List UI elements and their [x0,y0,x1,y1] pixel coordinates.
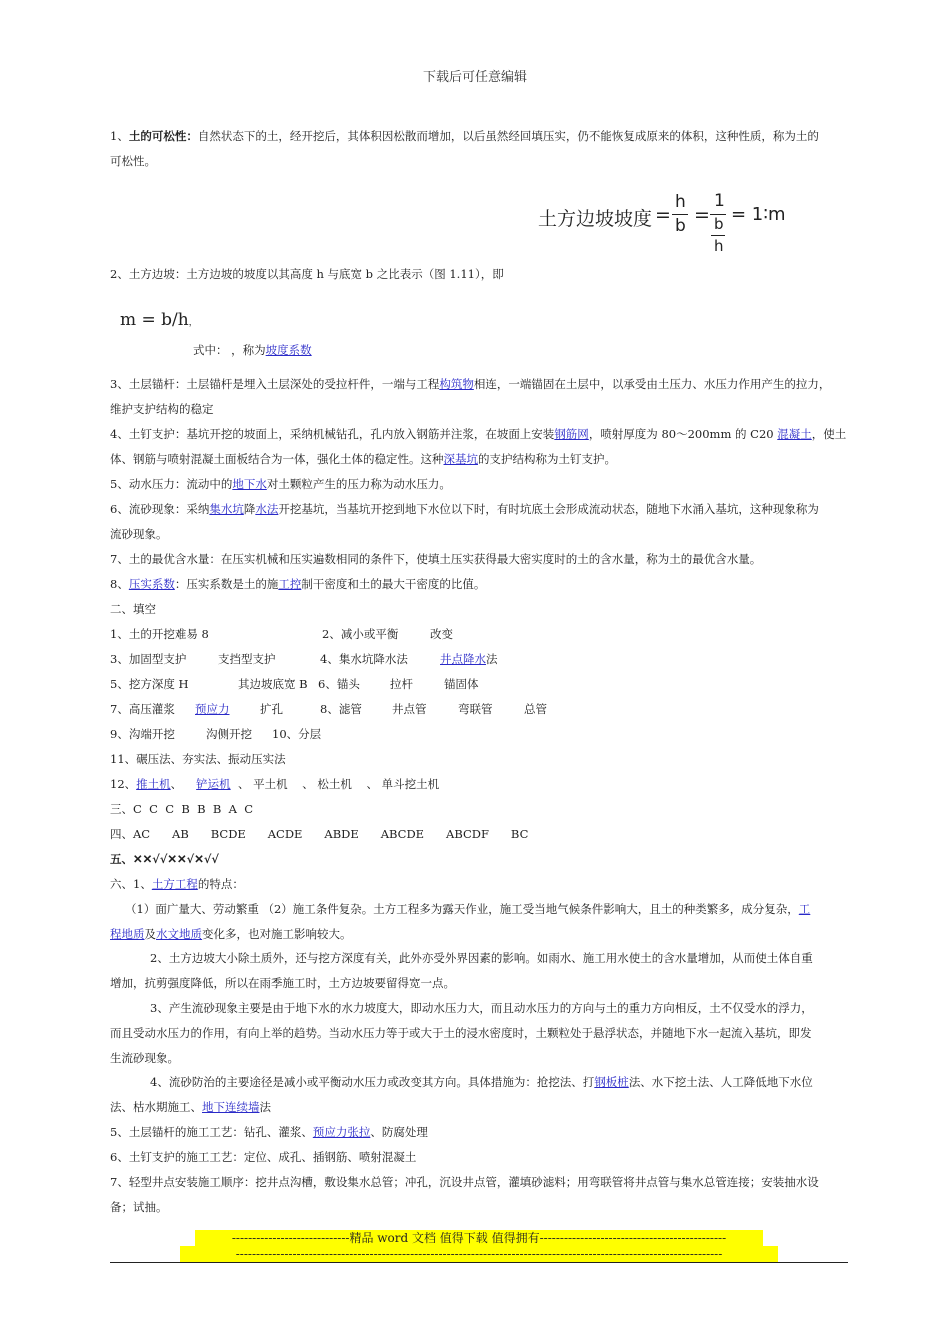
fill-row-5 [110,672,855,697]
item-3-line2: 维护支护结构的稳定 [110,402,214,416]
concrete-link[interactable]: 混凝土 [777,427,812,441]
answer-4: 4、集水坑降水法 [320,652,408,666]
item-1 [110,124,855,149]
six-para-3: 3、产生流砂现象主要是由于地下水的水力坡度大，即动水压力大，而且动水压力的方向与土的重力方向相反，土不仅受水的浮力， [150,1001,813,1015]
answer-3b: 支挡型支护 [218,652,276,666]
answer-5b: 其边坡底宽 B [238,677,308,691]
item-8-text-2: ：压实系数是土的施 [174,577,279,591]
answer-10: 10、分层 [272,727,322,741]
six-para-7-line2: 备；试抽。 [110,1200,168,1214]
item-6-text-2: 降 [243,502,256,516]
formula-inner-h: h [714,237,724,255]
item-4-text-3: ，使土 [811,427,847,441]
answer-1: 1、土的开挖难易 8 [110,627,209,641]
item-5-text-2: 对土颗粒产生的压力称为动水压力。 [266,477,451,491]
item-3-text: 3、土层锚杆：土层锚杆是埋入土层深处的受拉杆件，一端与工程 [110,377,440,391]
answer-12-rest: 、 平土机 、 松土机 、 单斗挖土机 [230,777,440,791]
six-para-4-line2 [110,1095,855,1120]
answer-9a: 9、沟端开挖 [110,727,175,741]
six-para-5-end: 、防腐处理 [370,1125,428,1139]
answer-8a: 8、滤管 [320,702,362,716]
six-para-1-and: 及 [144,927,156,941]
answer-7c: 扩孔 [260,702,283,716]
fill-row-11: 11、碾压法、夯实法、振动压实法 [110,752,286,766]
slope-formula [538,190,788,265]
deep-pit-link[interactable]: 深基坑 [443,452,478,466]
bulldozer-link[interactable]: 推土机 [136,777,171,791]
formula-tail: = 1∶m [731,204,786,225]
formula-equals-2: = [694,204,710,226]
item-4-text-2: ，喷射厚度为 80～200mm 的 C20 [588,427,778,441]
answer-4b: 法 [486,652,498,666]
six-para-4-text-2: 法、水下挖土法、人工降低地下水位 [628,1075,813,1089]
item-8-text-3: 制干密度和土的最大干密度的比值。 [301,577,486,591]
six-para-1-text: （1）面广量大、劳动繁重 （2）施工条件复杂。土方工程多为露天作业，施工受当地气候条件影响大，且土的种类繁多，成分复杂， [125,902,799,916]
six-para-4-text: 4、流砂防治的主要途径是减小或平衡动水压力或改变其方向。具体措施为：抢挖法、打 [150,1075,595,1089]
answer-3a: 3、加固型支护 [110,652,187,666]
answer-9b: 沟侧开挖 [206,727,252,741]
formula-inner-b: b [714,215,724,233]
answer-5a: 5、挖方深度 H [110,677,189,691]
six-para-1 [125,897,855,922]
six-para-2-line2: 增加，抗剪强度降低，所以在雨季施工时，土方边坡要留得宽一点。 [110,976,455,990]
item-4 [110,422,855,447]
six-para-4 [150,1070,850,1095]
six-title-suffix: 的特点： [197,877,244,891]
item-8-text: 8、 [110,577,129,591]
answer-2b: 改变 [430,627,453,641]
section-four-answers: 四、AC AB BCDE ACDE ABDE ABCDE ABCDF BC [110,827,529,841]
answer-6b: 拉杆 [390,677,413,691]
six-para-6: 6、土钉支护的施工工艺：定位、成孔、插钢筋、喷射混凝土 [110,1150,417,1164]
answer-6c: 锚固体 [444,677,479,691]
fill-row-9 [110,722,855,747]
item-2-note [193,338,938,363]
item-8 [110,572,855,597]
groundwater-link[interactable]: 地下水 [232,477,267,491]
answer-7a: 7、高压灌浆 [110,702,175,716]
fraction-bar-3 [711,235,725,236]
item-6-text-3: 开挖基坑，当基坑开挖到地下水位以下时，有时坑底土会形成流动状态，随地下水涌入基坑，这种现象称为 [278,502,819,516]
answer-12-prefix: 12、 [110,777,137,791]
six-para-3-line2: 而且受动水压力的作用，有向上举的趋势。当动水压力等于或大于土的浸水密度时，土颗粒处于悬浮状态，并随地下水一起流入基坑，即发 [110,1026,812,1040]
slope-coefficient-formula [120,310,198,330]
formula-m: m = b/h [120,310,189,330]
slope-coefficient-link[interactable]: 坡度系数 [265,343,312,357]
item-6-text: 6、流砂现象：采纳 [110,502,210,516]
item-7: 7、土的最优含水量：在压实机械和压实遍数相同的条件下，使填土压实获得最大密实度时的土的含水量，称为土的最优含水量。 [110,552,762,566]
prestress-tension-link[interactable]: 预应力张拉 [312,1125,371,1139]
rebar-mesh-link[interactable]: 钢筋网 [554,427,589,441]
section-three-answers: 三、C C C B B B A C [110,802,254,816]
six-para-4-line2-text: 法、枯水期施工、 [110,1100,202,1114]
six-para-5-text: 5、土层锚杆的施工工艺：钻孔、灌浆、 [110,1125,313,1139]
fill-row-12 [110,772,855,797]
six-para-7: 7、轻型井点安装施工顺序：挖井点沟槽，敷设集水总管；冲孔，沉设井点管，灌填砂滤料；用弯联管将井点管与集水总管连接；安装抽水设 [110,1175,819,1189]
fill-section-title: 二、填空 [110,602,156,616]
fill-row-1 [110,622,855,647]
six-para-5 [110,1120,855,1145]
steel-sheet-pile-link[interactable]: 钢板桩 [594,1075,629,1089]
six-para-2: 2、土方边坡大小除土质外，还与挖方深度有关，此外亦受外界因素的影响。如雨水、施工用水使土的含水量增加，从而使土体自重 [150,951,813,965]
footer-banner-line-1: -----------------------------精品 word 文档 值得下载 值得拥有---------------------------------------------- [195,1230,763,1246]
item-6 [110,497,855,522]
scraper-link[interactable]: 铲运机 [196,777,231,791]
construction-control-link[interactable]: 工控 [278,577,302,591]
compaction-coefficient-link[interactable]: 压实系数 [128,577,175,591]
item-4-text: 4、土钉支护：基坑开挖的坡面上，采纳机械钻孔，孔内放入钢筋并注浆，在坡面上安装 [110,427,555,441]
formula-mark: ， [188,318,198,328]
page-header: 下载后可任意编辑 [422,70,527,85]
item-2: 2、土方边坡：土方边坡的坡度以其高度 h 与底宽 b 之比表示（图 1.11），即 [110,267,504,281]
six-para-1-end: 变化多，也对施工影响较大。 [202,927,352,941]
six-para-3-line3: 生流砂现象。 [110,1051,179,1065]
hydrogeology-link[interactable]: 水文地质 [156,927,202,941]
six-title-prefix: 六、1、 [110,877,152,891]
item-1-text: 自然状态下的土，经开挖后，其体积因松散而增加，以后虽然经回填压实，仍不能恢复成原来的体积，这种性质，称为土的 [197,129,819,143]
item-6-line2: 流砂现象。 [110,527,168,541]
item-1-number: 1、 [110,129,129,143]
diaphragm-wall-link[interactable]: 地下连续墙 [202,1100,260,1114]
sump-link[interactable]: 集水坑 [209,502,244,516]
answer-6a: 6、锚头 [318,677,360,691]
item-1-term: 土的可松性： [128,129,198,143]
engineering-geology-link-b[interactable]: 程地质 [110,927,145,941]
item-5 [110,472,855,497]
water-method-link[interactable]: 水法 [255,502,279,516]
formula-equals: = [655,204,671,226]
wellpoint-dewatering-link[interactable]: 井点降水 [440,652,486,666]
fill-row-7 [110,697,855,722]
answer-8c: 弯联管 [458,702,493,716]
item-4-line2-text: 体、钢筋与喷射混凝土面板结合为一体，强化土体的稳定性。这种 [110,452,444,466]
item-4-line2-text-2: 的支护结构称为土钉支护。 [478,452,616,466]
answer-2: 2、减小或平衡 [322,627,399,641]
answer-8b: 井点管 [392,702,427,716]
footer-banner-line-2: ------------------------------------------------------------------------------------------------------------------------ [180,1246,778,1262]
six-para-1-line2 [110,922,855,947]
formula-label: 土方边坡坡度 [538,208,653,230]
fill-row-3 [110,647,855,672]
item-4-line2 [110,447,855,472]
formula-one: 1 [714,191,725,211]
item-1-line2: 可松性。 [110,154,156,168]
footer-rule [110,1262,848,1263]
item-3-text-2: 相连，一端锚固在土层中，以承受由土压力、水压力作用产生的拉力， [473,377,831,391]
item-3 [110,372,855,397]
earthwork-link[interactable]: 土方工程 [151,877,198,891]
structure-link[interactable]: 构筑物 [439,377,474,391]
section-six-title [110,872,855,897]
note-text: 式中： ，称为 [193,343,266,357]
answer-12-sep: 、 [170,777,183,791]
section-five-answers: 五、✕✕√√✕✕√✕√√ [110,852,219,866]
formula-b: b [675,216,686,236]
prestress-link[interactable]: 预应力 [195,702,230,716]
answer-8d: 总管 [524,702,547,716]
six-para-4-line2-end: 法 [259,1100,271,1114]
engineering-geology-link-a[interactable]: 工 [798,902,811,916]
formula-h: h [675,192,686,212]
item-5-text: 5、动水压力：流动中的 [110,477,233,491]
fraction-bar-1 [672,214,688,215]
